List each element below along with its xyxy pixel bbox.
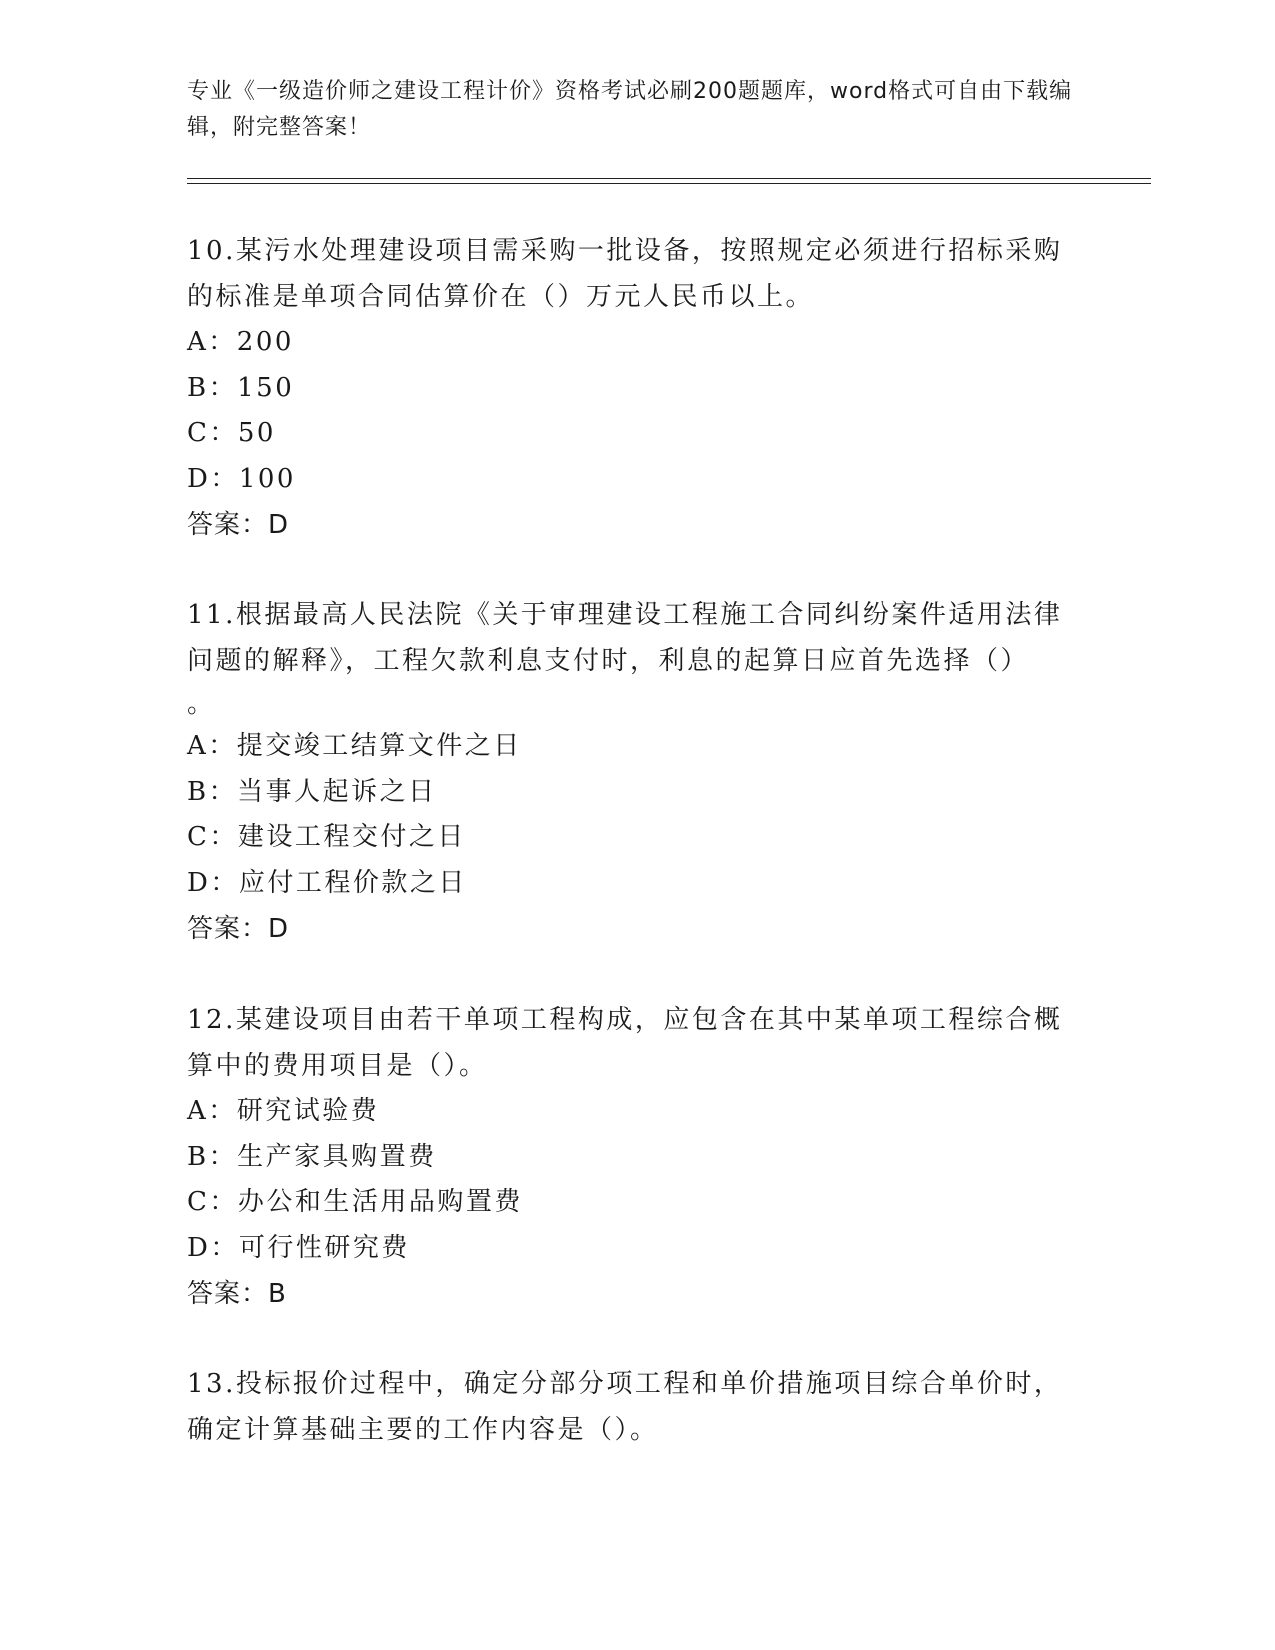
question-text: 13.投标报价过程中，确定分部分项工程和单价措施项目综合单价时，确定计算基础主要的工作内容是（）。 (187, 1369, 1063, 1445)
option-c: C：50 (187, 418, 276, 448)
question-11 (187, 592, 1087, 952)
option-d: D：100 (187, 463, 296, 494)
option-b: B：生产家具购置费 (187, 1141, 437, 1172)
question-text: 12.某建设项目由若干单项工程构成，应包含在其中某单项工程综合概算中的费用项目是（）。 (187, 1005, 1063, 1081)
document-header: 专业《一级造价师之建设工程计价》资格考试必刷200题题库，word格式可自由下载编辑，附完整答案！ (187, 79, 1073, 140)
option-b: B：150 (187, 372, 295, 403)
header-divider-top (187, 178, 1151, 179)
answer-line: 答案：D (187, 510, 290, 540)
answer-line: 答案：B (187, 1279, 287, 1309)
question-text-body: 11.根据最高人民法院《关于审理建设工程施工合同纠纷案件适用法律问题的解释》，工程欠款利息支付时，利息的起算日应首先选择（） (187, 600, 1063, 676)
question-text (187, 592, 1087, 724)
option-d: D：应付工程价款之日 (187, 867, 467, 898)
option-a: A：200 (187, 327, 294, 357)
question-10 (187, 228, 1087, 548)
option-a: A：研究试验费 (187, 1096, 380, 1126)
question-text-tail: 。 (187, 689, 216, 719)
answer-line: 答案：D (187, 914, 290, 944)
option-b: B：当事人起诉之日 (187, 776, 437, 807)
header-divider-bottom (187, 183, 1151, 184)
question-text: 10.某污水处理建设项目需采购一批设备，按照规定必须进行招标采购的标准是单项合同估算价在（）万元人民币以上。 (187, 236, 1063, 312)
option-c: C：办公和生活用品购置费 (187, 1187, 523, 1217)
option-d: D：可行性研究费 (187, 1232, 410, 1263)
option-c: C：建设工程交付之日 (187, 822, 466, 852)
question-12 (187, 997, 1087, 1317)
question-13 (187, 1361, 1087, 1453)
option-a: A：提交竣工结算文件之日 (187, 731, 522, 761)
